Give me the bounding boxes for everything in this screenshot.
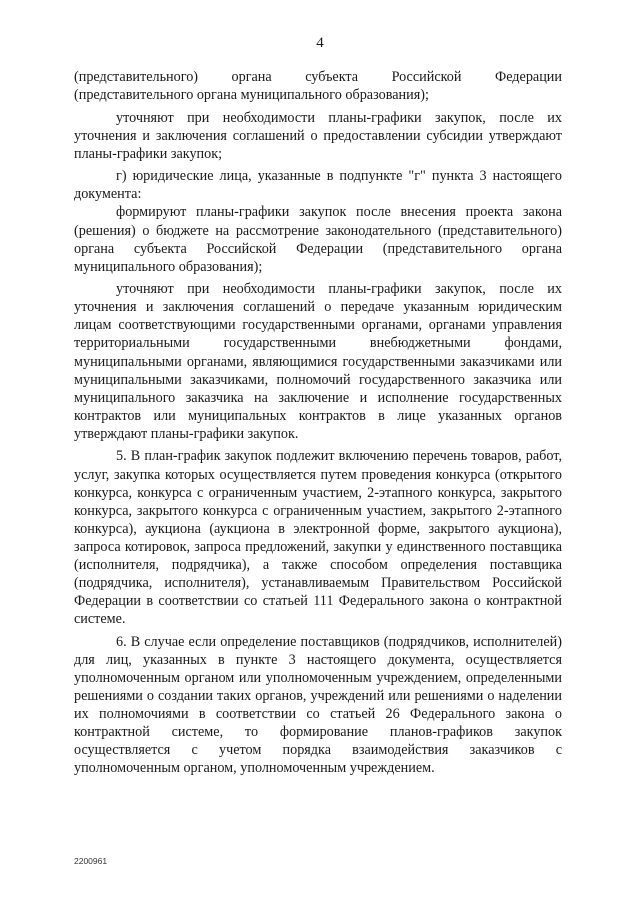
- paragraph-2: уточняют при необходимости планы-графики закупок, после их уточнения и заключения соглашений о предоставлении субсидии утверждают планы-графики закупок;: [74, 109, 562, 162]
- paragraph-7: 6. В случае если определение поставщиков (подрядчиков, исполнителей) для лиц, указанных в пункте 3 настоящего документа, осуществляется уполномоченным органом или уполномоченным учреждением, определенными решениями о создании таких органов, учреждений или решениями о наделении их полномочиями в соответствии со статьей 26 Федерального закона о контрактной системе, то формирование планов-графиков закупок осуществляется с учетом порядка взаимодействия заказчиков с уполномоченным органом, уполномоченным учреждением.: [74, 633, 562, 777]
- page-number: 4: [316, 35, 324, 51]
- footer-document-code: 2200961: [74, 856, 108, 866]
- paragraph-6: 5. В план-график закупок подлежит включению перечень товаров, работ, услуг, закупка которых осуществляется путем проведения конкурса (открытого конкурса, конкурса с ограниченным участием, 2-этапного конкурса, закрытого конкурса, закрытого конкурса с ограниченным участием, закрытого 2-этапного конкурса), аукциона (аукциона в электронной форме, закрытого аукциона), запроса котировок, запроса предложений, закупки у единственного поставщика (исполнителя, подрядчика), а также способом определения поставщика (подрядчика, исполнителя), устанавливаемым Правительством Российской Федерации в соответствии со статьей 111 Федерального закона о контрактной системе.: [74, 448, 562, 628]
- paragraph-4: формируют планы-графики закупок после внесения проекта закона (решения) о бюджете на рассмотрение законодательного (представительного) органа субъекта Российской Федерации (представительного органа муниципального образования);: [74, 204, 562, 275]
- paragraph-5: уточняют при необходимости планы-графики закупок, после их уточнения и заключения соглашений о передаче указанным юридическим лицам соответствующими государственными органами, органами управления территориальными государственными внебюджетными фондами, муниципальными органами, являющимися государственными заказчиками или муниципальными заказчиками, полномочий государственного заказчика или муниципального заказчика на заключение и исполнение государственных контрактов или муниципальных контрактов в лице указанных органов утверждают планы-графики закупок.: [74, 281, 562, 442]
- document-body: [74, 68, 562, 782]
- paragraph-3: г) юридические лица, указанные в подпункте "г" пункта 3 настоящего документа:: [74, 168, 562, 203]
- paragraph-1: (представительного) органа субъекта Российской Федерации (представительного органа муниципального образования);: [74, 69, 562, 104]
